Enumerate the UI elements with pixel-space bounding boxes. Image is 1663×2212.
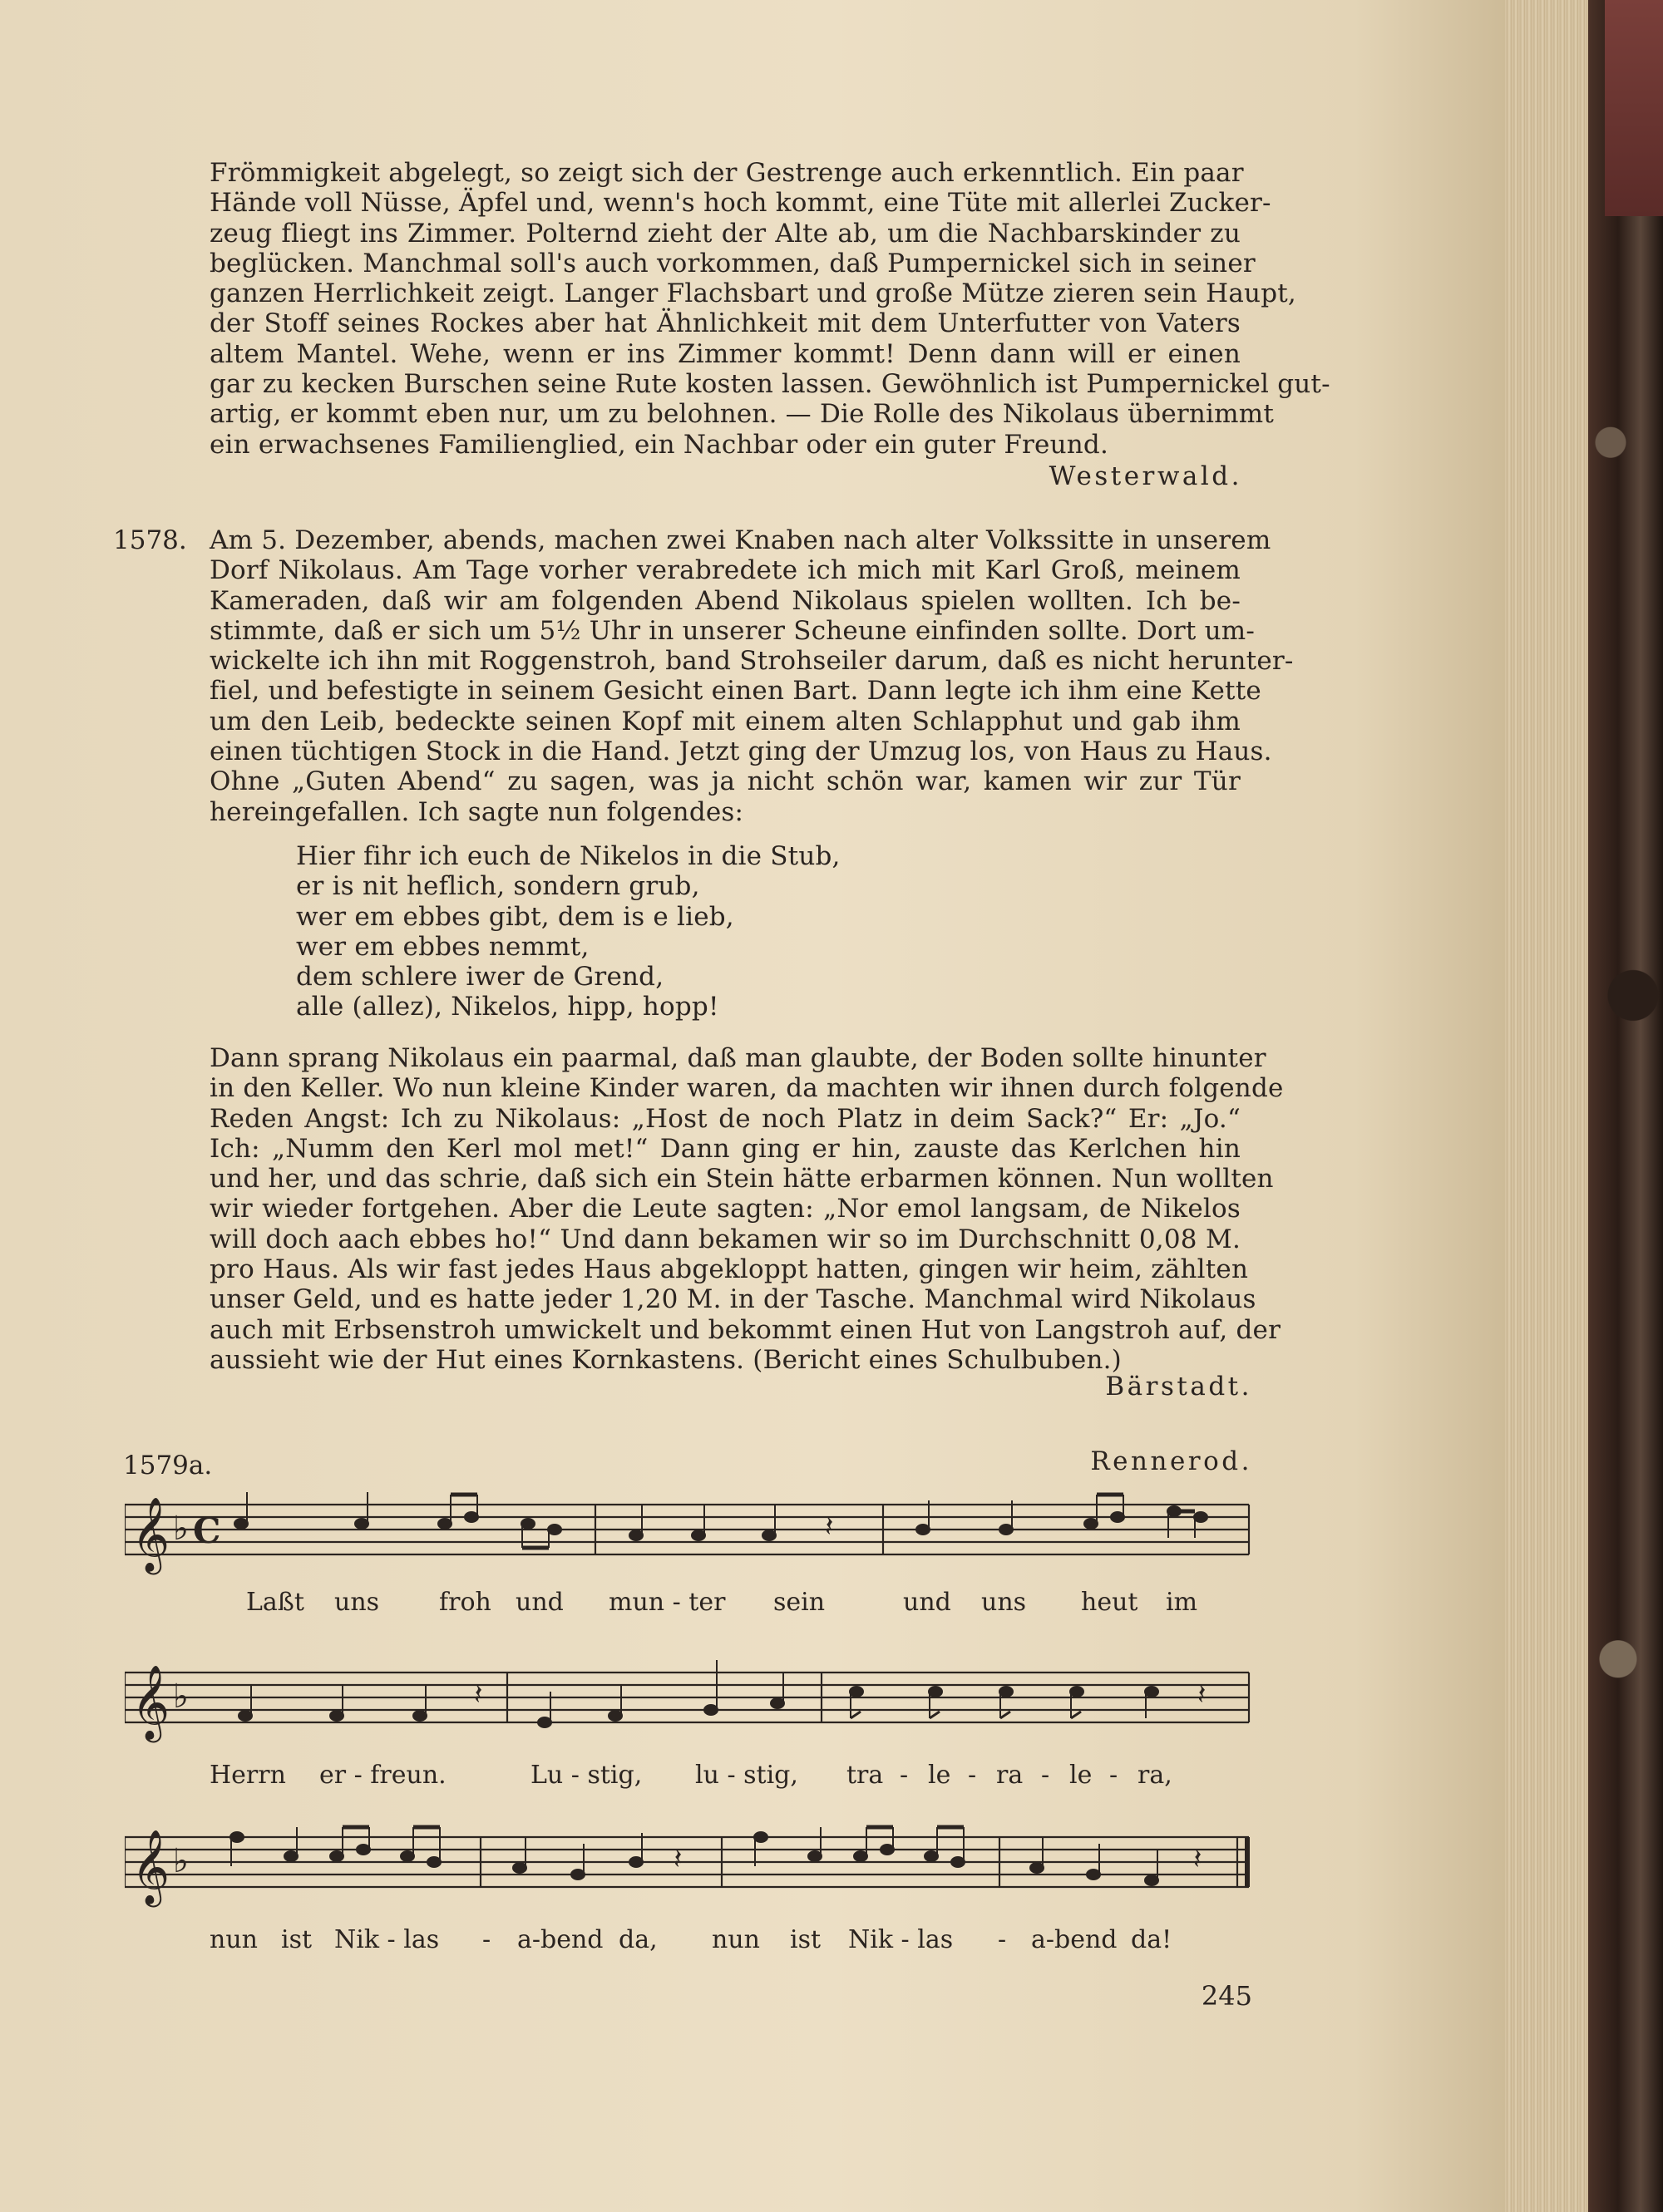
verse (296, 841, 1044, 1022)
book-cover (1588, 0, 1663, 2212)
text-line: Ich: „Numm den Kerl mol met!“ Dann ging er hin, zauste das Kerlchen hin (210, 1133, 1241, 1164)
lyric-syllable: heut (1081, 1588, 1138, 1617)
text-line: pro Haus. Als wir fast jedes Haus abgekloppt hatten, gingen wir heim, zählten (210, 1254, 1249, 1285)
text-line: zeug fliegt ins Zimmer. Polternd zieht der Alte ab, um die Nachbarskinder zu (210, 218, 1241, 249)
quarter-rest-icon: 𝄽 (1193, 1843, 1202, 1876)
lyric-syllable: - (1041, 1761, 1050, 1790)
text-line: beglücken. Manchmal soll's auch vorkommen, daß Pumpernickel sich in seiner (210, 248, 1256, 278)
lyric-syllable: da! (1131, 1925, 1172, 1954)
verse-line: alle (allez), Nikelos, hipp, hopp! (296, 992, 719, 1022)
text-line: Kameraden, daß wir am folgenden Abend Nikolaus spielen wollten. Ich be- (210, 585, 1241, 616)
lyric-syllable: a-bend (517, 1925, 604, 1954)
text-line: will doch aach ebbes ho!“ Und dann bekamen wir so im Durchschnitt 0,08 M. (210, 1224, 1241, 1254)
lyric-syllable: er - freun. (319, 1761, 447, 1790)
text-line: Am 5. Dezember, abends, machen zwei Knaben nach alter Volkssitte in unserem (210, 525, 1271, 555)
lyric-syllable: ra (996, 1761, 1024, 1790)
text-line: aussieht wie der Hut eines Kornkastens. (Bericht eines Schulbuben.) (210, 1344, 1122, 1375)
source-baerstadt: Bärstadt. (1105, 1372, 1252, 1402)
text-line: fiel, und befestigte in seinem Gesicht einen Bart. Dann legte ich ihm eine Kette (210, 676, 1261, 707)
lyric-syllable: Nik - las (848, 1925, 954, 1954)
lyric-syllable: - (900, 1761, 909, 1790)
flat-icon: ♭ (173, 1510, 189, 1548)
verse-line: wer em ebbes gibt, dem is e lieb, (296, 901, 734, 932)
lyric-syllable: nun (712, 1925, 760, 1954)
lyric-syllable: nun (210, 1925, 258, 1954)
treble-clef-icon: 𝄞 (131, 1830, 170, 1904)
lyric-syllable: Nik - las (334, 1925, 440, 1954)
lyric-syllable: lu - stig, (695, 1761, 798, 1790)
lyrics-line-3 (0, 1925, 1505, 1958)
common-time-icon: C (193, 1510, 221, 1551)
text-line: Dorf Nikolaus. Am Tage vorher verabredete ich mich mit Karl Groß, meinem (210, 555, 1241, 586)
source-rennerod: Rennerod. (1090, 1446, 1252, 1476)
lyric-syllable: - (1109, 1761, 1118, 1790)
lyric-syllable: - (968, 1761, 977, 1790)
lyric-syllable: ist (281, 1925, 313, 1954)
source-westerwald: Westerwald. (1049, 461, 1242, 491)
lyric-syllable: Laßt (246, 1588, 304, 1617)
lyric-syllable: Lu - stig, (530, 1761, 643, 1790)
treble-clef-icon: 𝄞 (131, 1497, 170, 1572)
text-line: Reden Angst: Ich zu Nikolaus: „Host de noch Platz in deim Sack?“ Er: „Jo.“ (210, 1103, 1241, 1134)
lyric-syllable: Herrn (210, 1761, 286, 1790)
text-line: unser Geld, und es hatte jeder 1,20 M. in der Tasche. Manchmal wird Nikolaus (210, 1284, 1256, 1315)
page-number: 245 (1201, 1980, 1252, 2012)
text-line: Dann sprang Nikolaus ein paarmal, daß man glaubte, der Boden sollte hinunter (210, 1043, 1266, 1073)
text-line: stimmte, daß er sich um 5½ Uhr in unserer Scheune einfinden sollte. Dort um- (210, 615, 1256, 646)
lyric-syllable: froh (439, 1588, 491, 1617)
text-line: Frömmigkeit abgelegt, so zeigt sich der Gestrenge auch erkenntlich. Ein paar (210, 158, 1244, 188)
lyrics-line-2 (0, 1761, 1505, 1794)
paragraph-1578 (210, 525, 1294, 827)
text-line: artig, er kommt eben nur, um zu belohnen. — Die Rolle des Nikolaus übernimmt (210, 399, 1275, 430)
book-cover-spine (1605, 0, 1663, 216)
lyric-syllable: ist (790, 1925, 822, 1954)
page-edges (1505, 0, 1588, 2212)
text-line: hereingefallen. Ich sagte nun folgendes: (210, 796, 744, 827)
paragraph-1578-continued (210, 1043, 1284, 1375)
text-line: und her, und das schrie, daß sich ein Stein hätte erbarmen können. Nun wollten (210, 1164, 1274, 1195)
lyric-syllable: ra, (1137, 1761, 1172, 1790)
lyric-syllable: - (482, 1925, 491, 1954)
text-line: Hände voll Nüsse, Äpfel und, wenn's hoch kommt, eine Tüte mit allerlei Zucker- (210, 188, 1271, 219)
lyric-syllable: und (903, 1588, 951, 1617)
lyric-syllable: tra (846, 1761, 884, 1790)
flat-icon: ♭ (173, 1677, 189, 1716)
lyric-syllable: uns (981, 1588, 1027, 1617)
quarter-rest-icon: 𝄽 (674, 1843, 683, 1876)
music-staff-3 (125, 1820, 1256, 1920)
text-line: gar zu kecken Burschen seine Rute kosten lassen. Gewöhnlich ist Pumpernickel gut- (210, 369, 1330, 400)
lyric-syllable: a-bend (1031, 1925, 1118, 1954)
lyric-syllable: und (516, 1588, 564, 1617)
text-line: in den Keller. Wo nun kleine Kinder waren, da machten wir ihnen durch folgende (210, 1073, 1284, 1104)
lyrics-line-1 (0, 1588, 1505, 1621)
text-line: um den Leib, bedeckte seinen Kopf mit einem alten Schlapphut und gab ihm (210, 706, 1241, 737)
lyric-syllable: da, (619, 1925, 658, 1954)
text-line: auch mit Erbsenstroh umwickelt und bekommt einen Hut von Langstroh auf, der (210, 1314, 1281, 1345)
text-line: ganzen Herrlichkeit zeigt. Langer Flachsbart und große Mütze zieren sein Haupt, (210, 278, 1296, 309)
lyric-syllable: im (1166, 1588, 1198, 1617)
lyric-syllable: uns (334, 1588, 380, 1617)
paragraph-1 (210, 158, 1330, 460)
verse-line: dem schlere iwer de Grend, (296, 962, 664, 993)
song-number-1579a: 1579a. (123, 1451, 213, 1480)
quarter-rest-icon: 𝄽 (474, 1678, 483, 1712)
music-staff-1 (125, 1488, 1256, 1588)
lyric-syllable: le (928, 1761, 951, 1790)
text-line: der Stoff seines Rockes aber hat Ähnlichkeit mit dem Unterfutter von Vaters (210, 308, 1241, 339)
lyric-syllable: mun - ter (609, 1588, 726, 1617)
quarter-rest-icon: 𝄽 (1197, 1678, 1207, 1712)
text-line: Ohne „Guten Abend“ zu sagen, was ja nicht schön war, kamen wir zur Tür (210, 766, 1241, 797)
text-line: wir wieder fortgehen. Aber die Leute sagten: „Nor emol langsam, de Nikelos (210, 1194, 1241, 1224)
lyric-syllable: sein (773, 1588, 826, 1617)
lyric-syllable: - (998, 1925, 1007, 1954)
treble-clef-icon: 𝄞 (131, 1665, 170, 1740)
verse-line: wer em ebbes nemmt, (296, 931, 590, 962)
entry-number-1578: 1578. (113, 525, 187, 555)
flat-icon: ♭ (173, 1842, 189, 1880)
verse-line: er is nit heflich, sondern grub, (296, 871, 700, 902)
verse-line: Hier fihr ich euch de Nikelos in die Stub, (296, 841, 841, 871)
text-line: altem Mantel. Wehe, wenn er ins Zimmer kommt! Denn dann will er einen (210, 338, 1241, 369)
text-line: ein erwachsenes Familienglied, ein Nachbar oder ein guter Freund. (210, 429, 1109, 460)
music-staff-2 (125, 1656, 1256, 1756)
text-line: einen tüchtigen Stock in die Hand. Jetzt ging der Umzug los, von Haus zu Haus. (210, 737, 1272, 767)
lyric-syllable: le (1069, 1761, 1093, 1790)
text-line: wickelte ich ihn mit Roggenstroh, band Strohseiler darum, daß es nicht herunter- (210, 646, 1294, 677)
quarter-rest-icon: 𝄽 (825, 1510, 834, 1544)
